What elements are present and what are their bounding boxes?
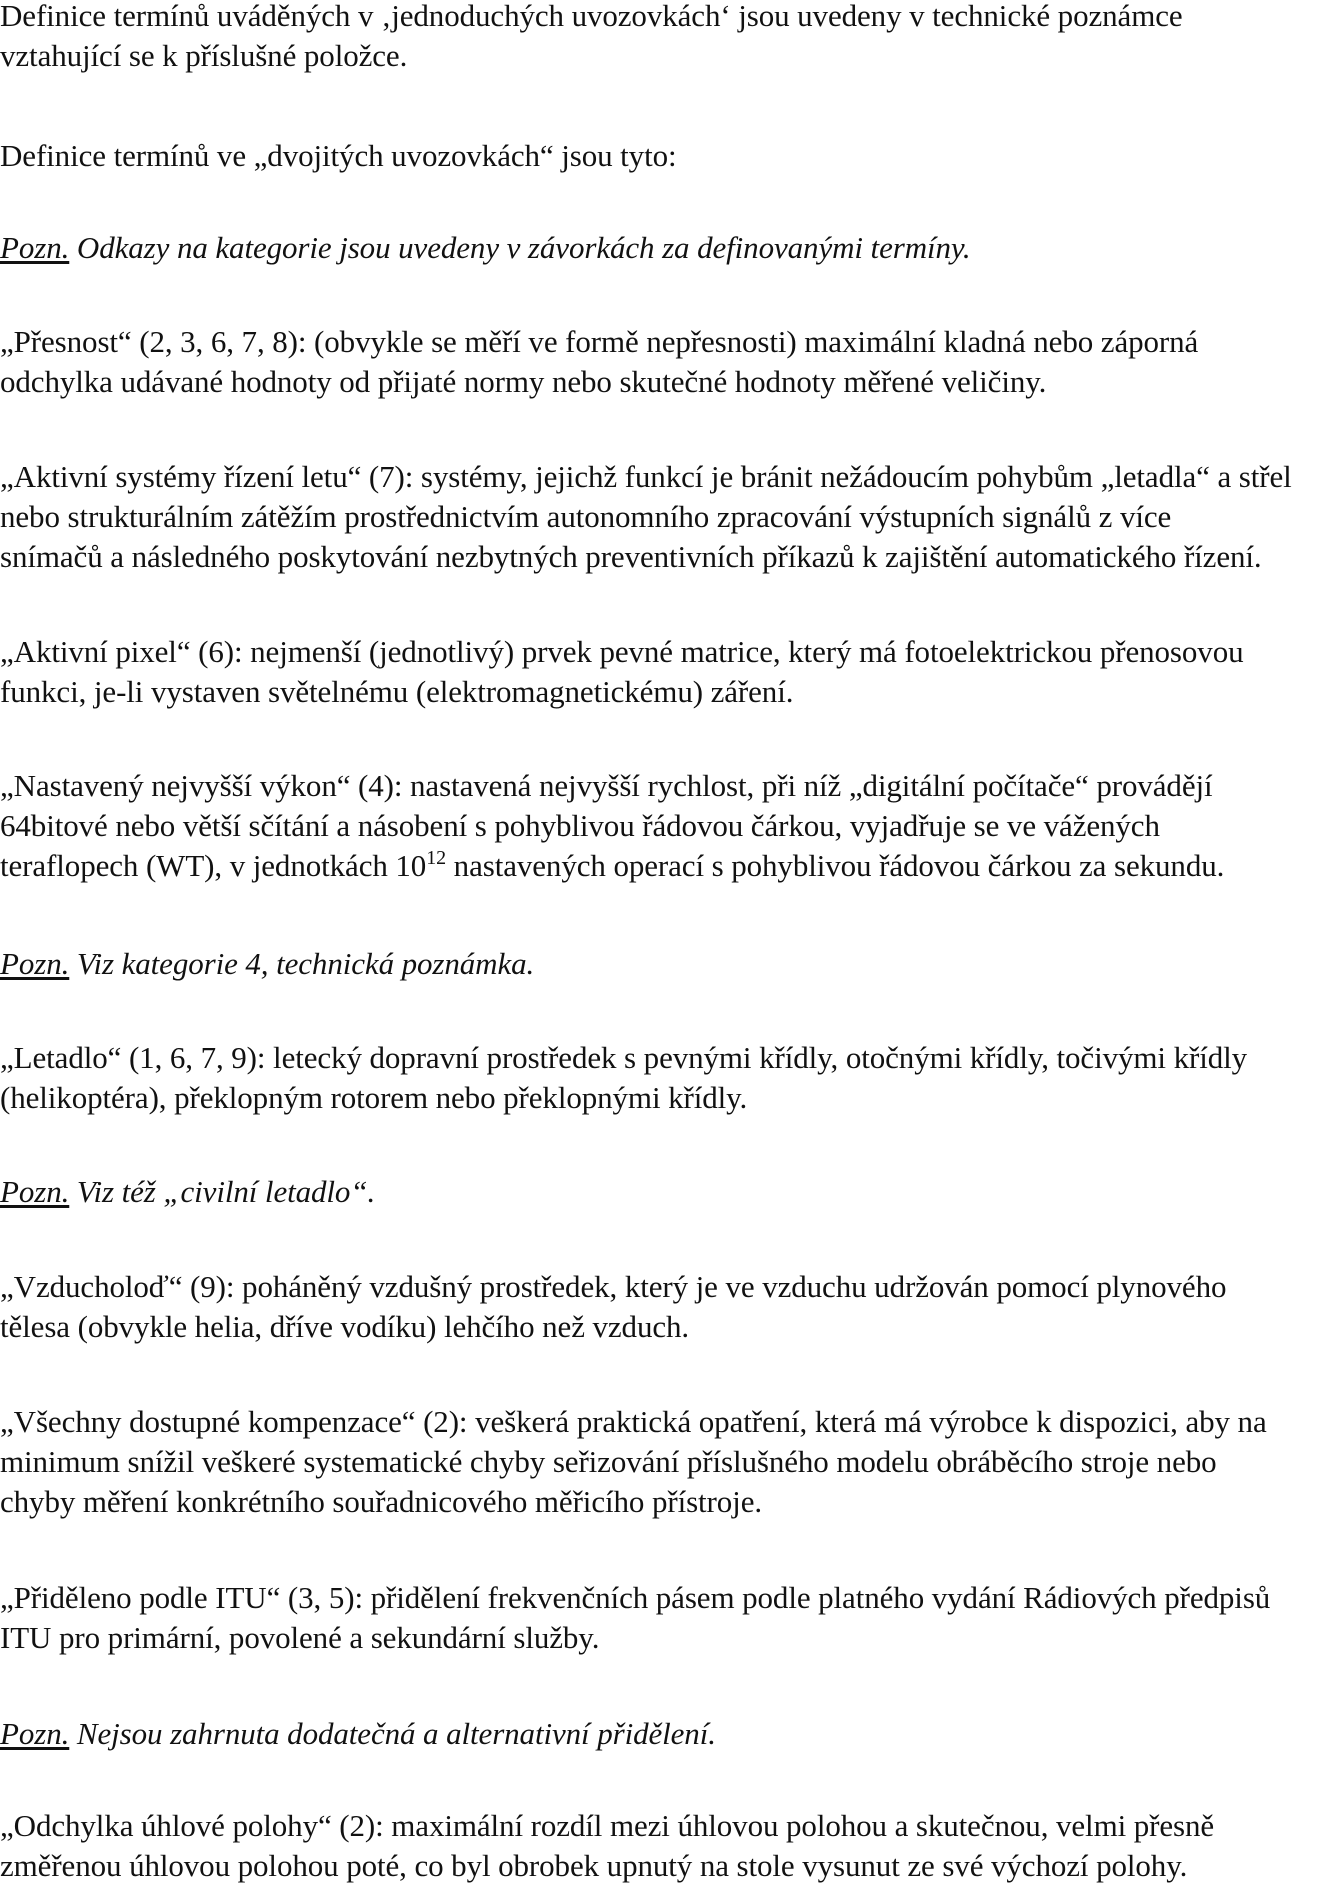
definition-prideleno-podle-itu: „Přiděleno podle ITU“ (3, 5): přidělení frekvenčních pásem podle platného vydání Rádiových předpisů ITU pro primární, povolené a sekundární služby.	[0, 1580, 1271, 1655]
note-label: Pozn.	[0, 1174, 70, 1209]
note-alternativni-prideleni	[0, 1714, 1316, 1754]
note-civilni-letadlo	[0, 1172, 1316, 1212]
definition-odchylka-uhlove-polohy: „Odchylka úhlové polohy“ (2): maximální rozdíl mezi úhlovou polohou a skutečnou, velmi přesně změřenou úhlovou polohou poté, co byl obrobek upnutý na stole vysunut ze své výchozí polohy.	[0, 1808, 1215, 1883]
intro-double-quotes: Definice termínů ve „dvojitých uvozovkách“ jsou tyto:	[0, 138, 677, 173]
note-label: Pozn.	[0, 230, 70, 265]
definition-text-after: nastavených operací s pohyblivou řádovou čárkou za sekundu.	[446, 848, 1225, 883]
definition-aktivni-pixel: „Aktivní pixel“ (6): nejmenší (jednotlivý) prvek pevné matrice, který má fotoelektrickou přenosovou funkci, je-li vystaven světelnému (elektromagnetickému) záření.	[0, 634, 1244, 709]
definition-text-before: „Nastavený nejvyšší výkon“ (4): nastavená nejvyšší rychlost, při níž „digitální počítače“ provádějí 64bitové nebo větší sčítání a násobení s pohyblivou řádovou čárkou, vyjadřuje se ve vážených teraflopech (WT), v jednotkách 10	[0, 768, 1213, 883]
exponent: 12	[426, 847, 447, 869]
intro-single-quotes: Definice termínů uváděných v ‚jednoduchých uvozovkách‘ jsou uvedeny v technické poznámce vztahující se k příslušné položce.	[0, 0, 1183, 73]
definition-nastaveny-nejvyssi-vykon	[0, 766, 1316, 886]
note-category-references	[0, 228, 1316, 268]
note-category-4	[0, 944, 1316, 984]
definition-vsechny-dostupne-kompenzace: „Všechny dostupné kompenzace“ (2): veškerá praktická opatření, která má výrobce k dispozici, aby na minimum snížil veškeré systematické chyby seřizování příslušného modelu obráběcího stroje nebo chyby měření konkrétního souřadnicového měřicího přístroje.	[0, 1404, 1267, 1519]
note-text: Odkazy na kategorie jsou uvedeny v závorkách za definovanými termíny.	[76, 230, 971, 265]
note-text: Viz též „civilní letadlo“.	[76, 1174, 376, 1209]
definition-vzducholod: „Vzducholoď“ (9): poháněný vzdušný prostředek, který je ve vzduchu udržován pomocí plynového tělesa (obvykle helia, dříve vodíku) lehčího než vzduch.	[0, 1269, 1227, 1344]
note-text: Nejsou zahrnuta dodatečná a alternativní přidělení.	[76, 1716, 716, 1751]
note-label: Pozn.	[0, 1716, 70, 1751]
note-label: Pozn.	[0, 946, 70, 981]
note-text: Viz kategorie 4, technická poznámka.	[76, 946, 535, 981]
definition-letadlo: „Letadlo“ (1, 6, 7, 9): letecký dopravní prostředek s pevnými křídly, otočnými křídly, točivými křídly (helikoptéra), překlopným rotorem nebo překlopnými křídly.	[0, 1040, 1248, 1115]
definition-aktivni-systemy-rizeni-letu: „Aktivní systémy řízení letu“ (7): systémy, jejichž funkcí je bránit nežádoucím pohybům „letadla“ a střel nebo strukturálním zátěžím prostřednictvím autonomního zpracování výstupních signálů z více snímačů a následného poskytování nezbytných preventivních příkazů k zajištění automatického řízení.	[0, 459, 1292, 574]
definition-presnost: „Přesnost“ (2, 3, 6, 7, 8): (obvykle se měří ve formě nepřesnosti) maximální kladná nebo záporná odchylka udávané hodnoty od přijaté normy nebo skutečné hodnoty měřené veličiny.	[0, 324, 1199, 399]
